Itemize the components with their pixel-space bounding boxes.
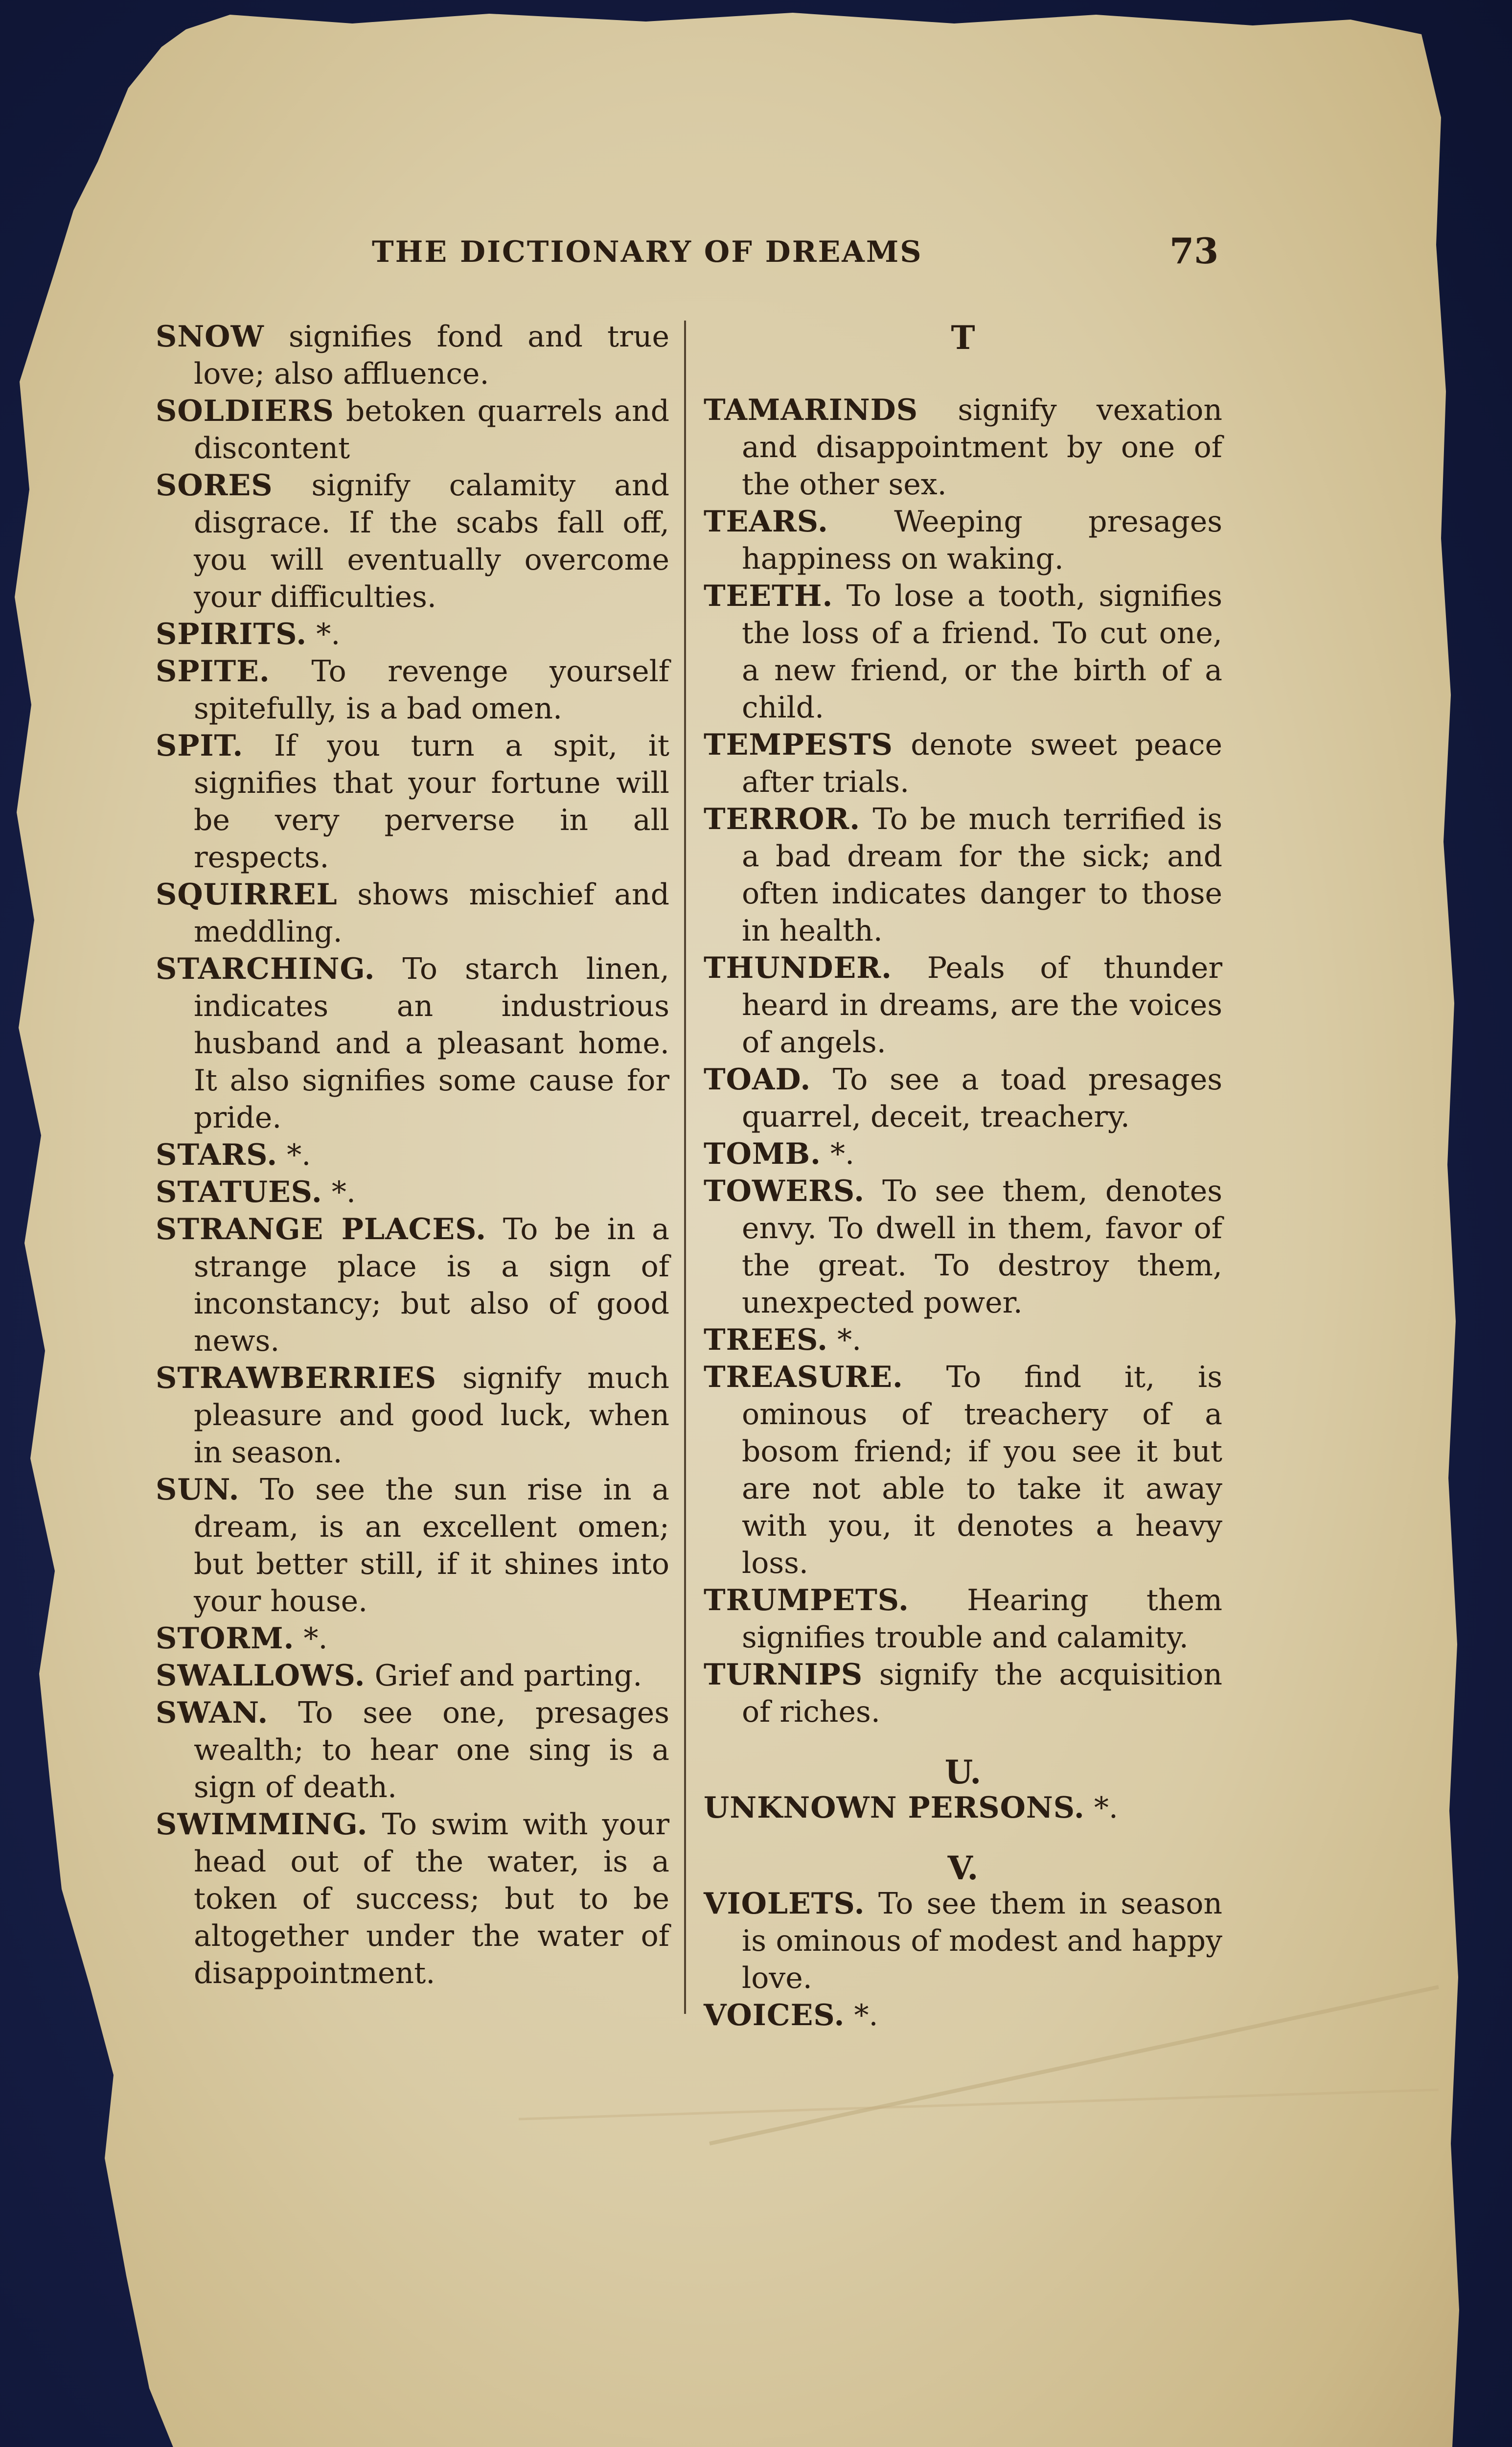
dictionary-entry-violets: [704, 1885, 1222, 1997]
definition: To see them, denotes envy. To dwell in them, favor of the great. To destroy them, unexpected power.: [742, 1174, 1223, 1320]
definition: To see them in season is ominous of modest and happy love.: [742, 1887, 1222, 1995]
definition: *.: [830, 1137, 855, 1171]
section-letter-u: U.: [944, 1753, 982, 1791]
headword: UNKNOWN PERSONS.: [704, 1791, 1085, 1825]
dictionary-entry-thunder: [704, 949, 1222, 1061]
headword: SQUIRREL: [156, 877, 338, 912]
headword: SOLDIERS: [156, 394, 334, 428]
definition: *.: [837, 1323, 862, 1357]
headword: TEETH.: [704, 579, 833, 613]
headword: TAMARINDS: [704, 393, 918, 427]
headword: SWALLOWS.: [156, 1659, 366, 1693]
dictionary-entry-trumpets: [704, 1582, 1222, 1656]
definition: betoken quarrels and discontent: [194, 394, 669, 465]
definition: signify calamity and disgrace. If the scabs fall off, you will eventually overcome your difficulties.: [194, 468, 669, 614]
headword: TERROR.: [704, 802, 861, 836]
headword: STATUES.: [156, 1175, 322, 1209]
dictionary-entry-strange-places: [156, 1211, 669, 1360]
headword: SWAN.: [156, 1696, 269, 1730]
headword: TEARS.: [704, 505, 828, 539]
definition: *.: [331, 1175, 356, 1209]
definition: signify the acquisition of riches.: [742, 1658, 1222, 1729]
page-number: 73: [1169, 230, 1219, 272]
definition: *.: [1094, 1791, 1118, 1825]
definition: If you turn a spit, it signifies that your fortune will be very perverse in all respects.: [194, 729, 669, 875]
dictionary-entry-terror: [704, 801, 1222, 949]
definition: To find it, is ominous of treachery of a bosom friend; if you see it but are not able to take it away with you, it denotes a heavy loss.: [742, 1360, 1223, 1580]
definition: To lose a tooth, signifies the loss of a friend. To cut one, a new friend, or the birth of a child.: [742, 579, 1222, 725]
dictionary-entry-unknown-persons: [704, 1789, 1222, 1826]
headword: TREES.: [704, 1323, 828, 1357]
dictionary-entry-tears: [704, 503, 1222, 577]
dictionary-entry-swimming: [156, 1806, 669, 1992]
headword: SUN.: [156, 1473, 240, 1507]
dictionary-entry-turnips: [704, 1656, 1222, 1731]
headword: TREASURE.: [704, 1360, 903, 1394]
dictionary-entry-spite: [156, 653, 669, 727]
dictionary-entry-starching: [156, 950, 669, 1136]
column-divider: [684, 321, 686, 2014]
definition: To be much terrified is a bad dream for the sick; and often indicates danger to those in health.: [742, 802, 1223, 948]
headword: TRUMPETS.: [704, 1583, 909, 1617]
headword: SPITE.: [156, 654, 270, 689]
right-column: [704, 318, 1222, 2034]
definition: To see one, presages wealth; to hear one sing is a sign of death.: [194, 1696, 669, 1804]
headword: TOWERS.: [704, 1174, 865, 1208]
definition: signifies fond and true love; also affluence.: [194, 320, 669, 391]
section-letter-v: V.: [947, 1849, 979, 1887]
definition: To swim with your head out of the water, is a token of success; but to be altogether under the water of disappointment.: [194, 1807, 669, 1990]
definition: Grief and parting.: [374, 1659, 642, 1693]
definition: signify much pleasure and good luck, when in season.: [194, 1361, 669, 1470]
dictionary-entry-tamarinds: [704, 392, 1222, 503]
dictionary-entry-spirits: [156, 616, 669, 653]
dictionary-entry-statues: [156, 1174, 669, 1211]
definition: Peals of thunder heard in dreams, are the voices of angels.: [742, 951, 1222, 1060]
headword: STRANGE PLACES.: [156, 1212, 487, 1247]
dictionary-entry-swallows: [156, 1657, 669, 1694]
dictionary-entry-snow: [156, 318, 669, 392]
dictionary-entry-teeth: [704, 577, 1222, 726]
headword: TOAD.: [704, 1062, 811, 1097]
dictionary-entry-squirrel: [156, 876, 669, 950]
headword: TEMPESTS: [704, 728, 893, 762]
dictionary-entry-storm: [156, 1620, 669, 1657]
definition: *.: [303, 1621, 328, 1656]
dictionary-entry-sores: [156, 467, 669, 616]
headword: SORES: [156, 468, 273, 503]
dictionary-entry-soldiers: [156, 392, 669, 467]
headword: STRAWBERRIES: [156, 1361, 437, 1395]
definition: *.: [287, 1138, 311, 1172]
headword: SWIMMING.: [156, 1807, 368, 1842]
headword: SPIRITS.: [156, 617, 307, 651]
headword: THUNDER.: [704, 951, 893, 985]
definition: shows mischief and meddling.: [194, 877, 669, 949]
definition: signify vexation and disappointment by one of the other sex.: [742, 393, 1222, 502]
dictionary-entry-tempests: [704, 726, 1222, 801]
dictionary-entry-swan: [156, 1694, 669, 1806]
headword: VOICES.: [704, 1998, 845, 2032]
headword: SPIT.: [156, 729, 244, 763]
dictionary-entry-stars: [156, 1136, 669, 1174]
definition: denote sweet peace after trials.: [742, 728, 1222, 799]
definition: To be in a strange place is a sign of inconstancy; but also of good news.: [194, 1212, 669, 1358]
dictionary-entry-tomb: [704, 1135, 1222, 1173]
dictionary-entry-strawberries: [156, 1360, 669, 1471]
definition: Weeping presages happiness on waking.: [742, 505, 1222, 576]
headword: STARCHING.: [156, 952, 375, 986]
dictionary-entry-trees: [704, 1321, 1222, 1359]
headword: TOMB.: [704, 1137, 821, 1171]
headword: SNOW: [156, 320, 264, 354]
definition: Hearing them signifies trouble and calamity.: [742, 1583, 1222, 1655]
left-column: [156, 318, 669, 1992]
dictionary-entry-sun: [156, 1471, 669, 1620]
dictionary-entry-toad: [704, 1061, 1222, 1135]
definition: *.: [854, 1998, 878, 2032]
headword: STARS.: [156, 1138, 278, 1172]
definition: *.: [316, 617, 341, 651]
headword: VIOLETS.: [704, 1887, 865, 1921]
headword: TURNIPS: [704, 1658, 863, 1692]
section-letter-t: T: [951, 319, 975, 357]
running-head: THE DICTIONARY OF DREAMS: [372, 235, 923, 269]
definition: To revenge yourself spitefully, is a bad omen.: [194, 654, 669, 726]
definition: To see the sun rise in a dream, is an excellent omen; but better still, if it shines into your house.: [194, 1473, 669, 1618]
dictionary-entry-towers: [704, 1173, 1222, 1321]
dictionary-entry-voices: [704, 1997, 1222, 2034]
dictionary-entry-spit: [156, 727, 669, 876]
headword: STORM.: [156, 1621, 295, 1656]
definition: To starch linen, indicates an industrious husband and a pleasant home. It also signifies some cause for pride.: [194, 952, 669, 1135]
definition: To see a toad presages quarrel, deceit, treachery.: [742, 1062, 1222, 1134]
dictionary-entry-treasure: [704, 1359, 1222, 1582]
